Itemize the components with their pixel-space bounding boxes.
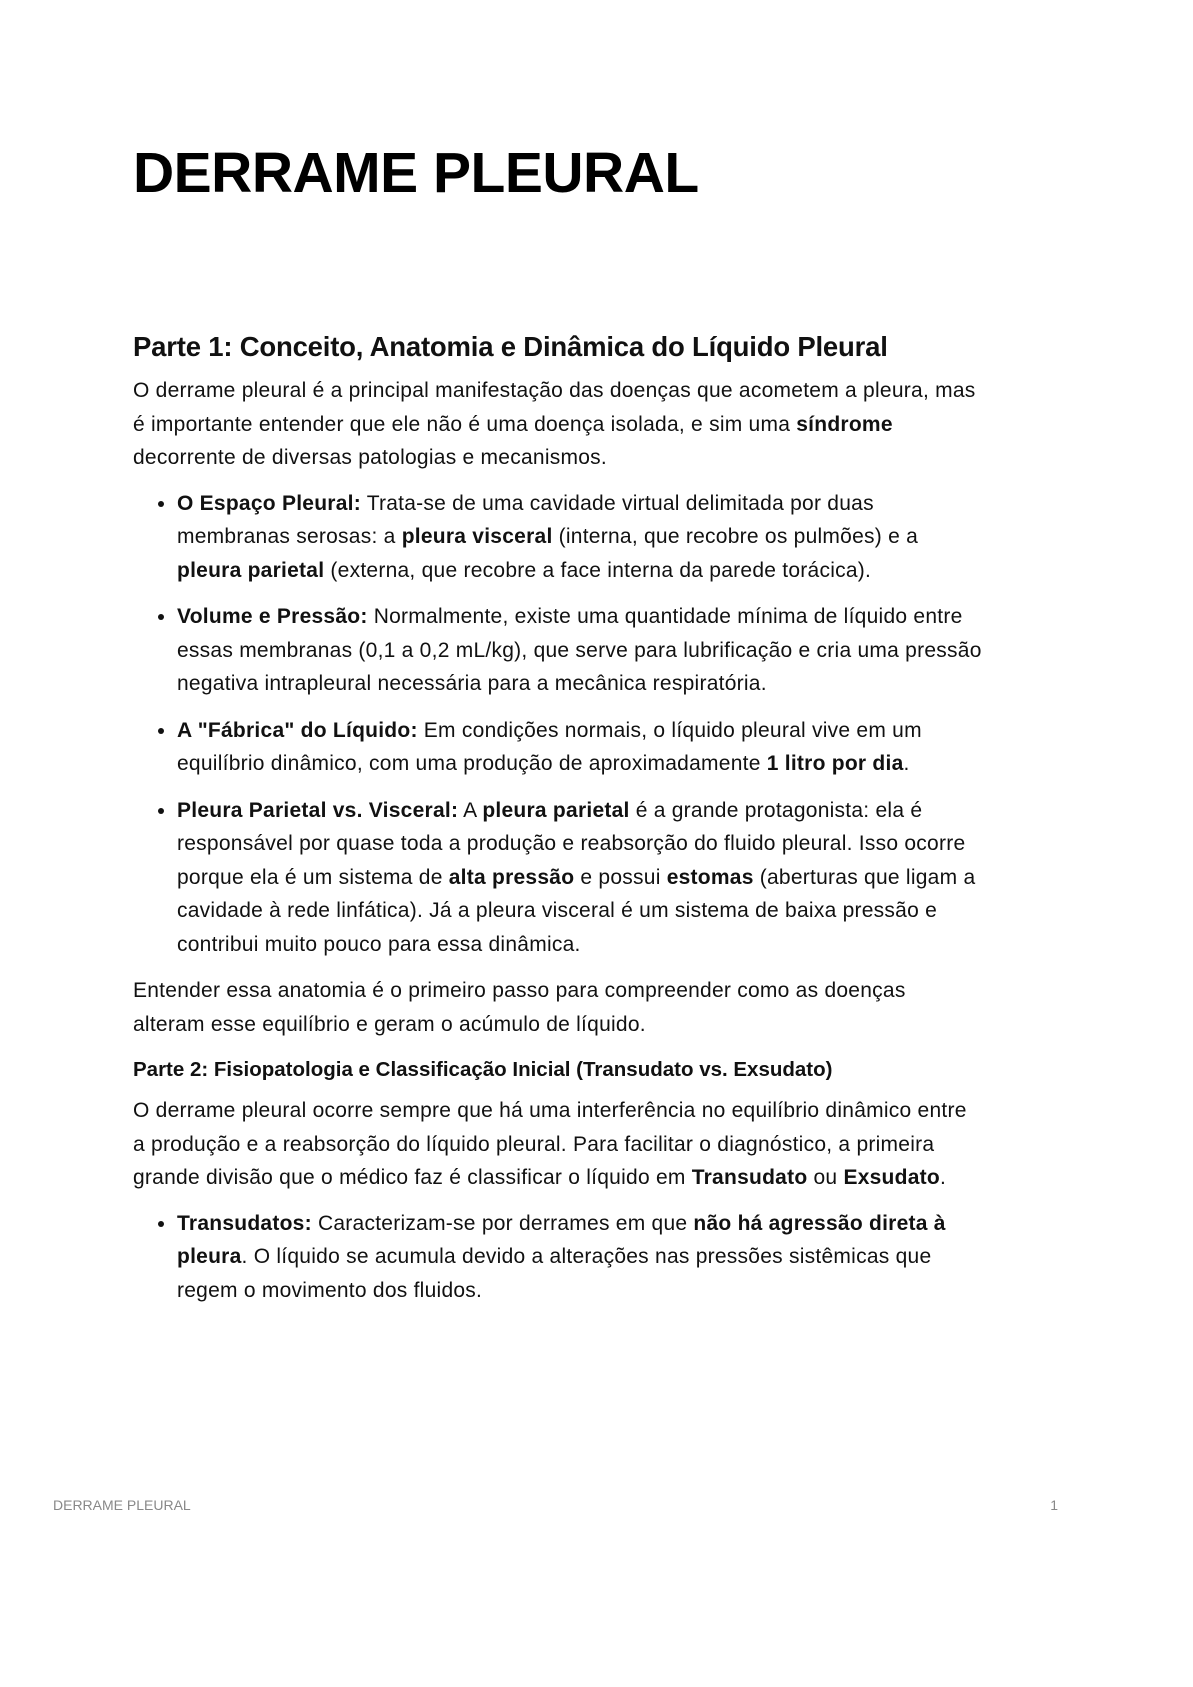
section-2-intro: [133, 1094, 983, 1195]
bold-text: pleura visceral: [401, 525, 553, 548]
section-2-heading: Parte 2: Fisiopatologia e Classificação Inicial (Transudato vs. Exsudato): [133, 1058, 833, 1081]
text-run: A: [458, 798, 483, 822]
text-run: Em condições normais, o líquido pleural vive em um equilíbrio dinâmico, com uma produção de aproximadamente: [177, 718, 922, 775]
list-item: [177, 714, 983, 781]
bold-text: Transudatos:: [177, 1211, 312, 1235]
section-1-heading: Parte 1: Conceito, Anatomia e Dinâmica do Líquido Pleural: [133, 331, 888, 362]
text-run: .: [939, 1166, 947, 1189]
bold-text: Exsudato: [843, 1166, 940, 1189]
list-item: [177, 1207, 983, 1308]
text-run: é a grande protagonista: ela é responsável por quase toda a produção e reabsorção do fluido pleural. Isso ocorre porque ela é um sistema de: [177, 798, 966, 889]
footer-document-title: DERRAME PLEURAL: [53, 1497, 191, 1513]
bold-text: 1 litro por dia: [766, 752, 904, 775]
bold-text: não há agressão direta à pleura: [177, 1211, 946, 1268]
text-run: ou: [807, 1166, 844, 1189]
bold-text: alta pressão: [448, 865, 575, 889]
bold-text: Volume e Pressão:: [177, 605, 368, 628]
text-run: Normalmente, existe uma quantidade mínima de líquido entre essas membranas (0,1 a 0,2 mL/kg), que serve para lubrificação e cria uma pressão negativa intrapleural necessária para a mecânica respiratória.: [177, 605, 982, 695]
text-run: O derrame pleural ocorre sempre que há uma interferência no equilíbrio dinâmico entre a produção e a reabsorção do líquido pleural. Para facilitar o diagnóstico, a primeira grande divisão que o médico faz é classificar o líquido em: [133, 1099, 967, 1189]
list-item: [177, 794, 983, 962]
text-run: Caracterizam-se por derrames em que: [311, 1211, 694, 1235]
text-run: O derrame pleural é a principal manifestação das doenças que acometem a pleura, mas é importante entender que ele não é uma doença isolada, e sim uma: [133, 379, 976, 436]
bold-text: Transudato: [691, 1166, 808, 1189]
document-title: DERRAME PLEURAL: [133, 141, 699, 205]
text-run: . O líquido se acumula devido a alterações nas pressões sistêmicas que regem o movimento dos fluidos.: [177, 1245, 932, 1302]
text-run: .: [903, 752, 910, 775]
footer-page-number: 1: [1050, 1497, 1058, 1513]
bold-text: síndrome: [796, 412, 893, 436]
bold-text: pleura parietal: [177, 558, 325, 582]
section-1-outro: [133, 974, 983, 1041]
text-run: Trata-se de uma cavidade virtual delimitada por duas membranas serosas: a: [177, 491, 874, 548]
bold-text: O Espaço Pleural:: [177, 491, 361, 515]
document-body: [133, 330, 983, 1320]
list-item: [177, 487, 983, 588]
section-1-intro: [133, 374, 983, 475]
list-item: [177, 600, 983, 701]
bold-text: estomas: [666, 865, 754, 889]
text-run: e possui: [574, 865, 667, 889]
bold-text: pleura parietal: [482, 798, 630, 822]
text-run: (interna, que recobre os pulmões) e a: [552, 525, 919, 548]
text-run: Entender essa anatomia é o primeiro passo para compreender como as doenças alteram esse equilíbrio e geram o acúmulo de líquido.: [133, 979, 906, 1036]
text-run: (aberturas que ligam a cavidade à rede linfática). Já a pleura visceral é um sistema de baixa pressão e contribui muito pouco para essa dinâmica.: [177, 865, 976, 956]
bold-text: Pleura Parietal vs. Visceral:: [177, 798, 459, 822]
section-2-bullet-list: [133, 1207, 983, 1308]
text-run: decorrente de diversas patologias e mecanismos.: [133, 446, 607, 469]
bold-text: A "Fábrica" do Líquido:: [177, 718, 418, 742]
section-1-bullet-list: [133, 487, 983, 962]
text-run: (externa, que recobre a face interna da parede torácica).: [324, 558, 872, 582]
